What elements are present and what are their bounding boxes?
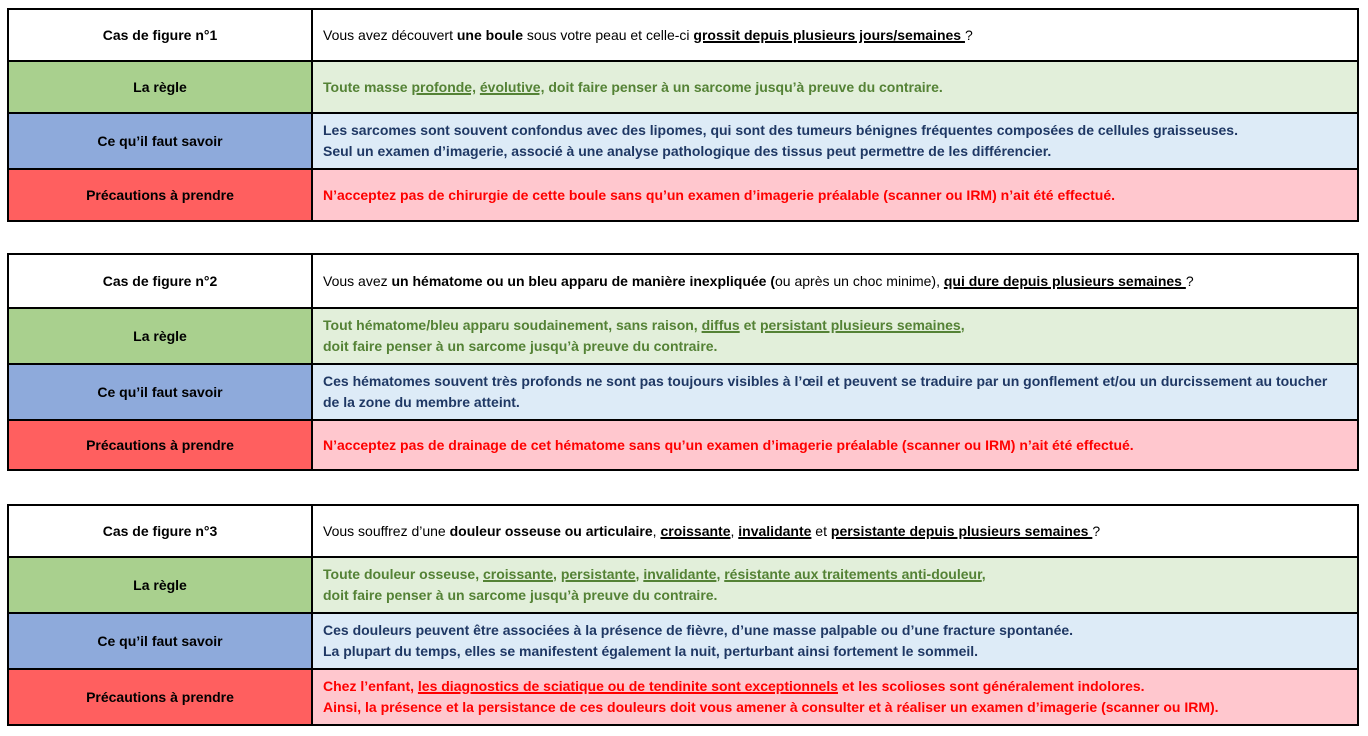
case-table-2	[7, 253, 1359, 471]
know-text: Les sarcomes sont souvent confondus avec des lipomes, qui sont des tumeurs bénignes fréquentes composées de cellules graisseuses. Seul un examen d’imagerie, associé à une analyse pathologique des tissus peut permettre de les différencier.	[312, 113, 1358, 169]
case-title: Cas de figure n°1	[8, 9, 312, 61]
rule-label: La règle	[8, 308, 312, 364]
case-table-3	[7, 504, 1359, 726]
rule-text: Toute masse profonde, évolutive, doit faire penser à un sarcome jusqu’à preuve du contraire.	[312, 61, 1358, 113]
rule-text: Tout hématome/bleu apparu soudainement, sans raison, diffus et persistant plusieurs semaines, doit faire penser à un sarcome jusqu’à preuve du contraire.	[312, 308, 1358, 364]
prec-label: Précautions à prendre	[8, 169, 312, 221]
prec-label: Précautions à prendre	[8, 669, 312, 725]
know-label: Ce qu’il faut savoir	[8, 113, 312, 169]
know-text: Ces douleurs peuvent être associées à la présence de fièvre, d’une masse palpable ou d’une fracture spontanée. La plupart du temps, elles se manifestent également la nuit, perturbant ainsi fortement le sommeil.	[312, 613, 1358, 669]
rule-label: La règle	[8, 61, 312, 113]
know-label: Ce qu’il faut savoir	[8, 364, 312, 420]
prec-label: Précautions à prendre	[8, 420, 312, 470]
case-question: Vous avez un hématome ou un bleu apparu de manière inexpliquée (ou après un choc minime), qui dure depuis plusieurs semaines ?	[312, 254, 1358, 308]
case-table-1	[7, 8, 1359, 222]
case-question: Vous souffrez d’une douleur osseuse ou articulaire, croissante, invalidante et persistante depuis plusieurs semaines ?	[312, 505, 1358, 557]
case-title: Cas de figure n°3	[8, 505, 312, 557]
prec-text: Chez l’enfant, les diagnostics de sciatique ou de tendinite sont exceptionnels et les scolioses sont généralement indolores. Ainsi, la présence et la persistance de ces douleurs doit vous amener à consulter et à réaliser un examen d’imagerie (scanner ou IRM).	[312, 669, 1358, 725]
case-title: Cas de figure n°2	[8, 254, 312, 308]
know-label: Ce qu’il faut savoir	[8, 613, 312, 669]
prec-text: N’acceptez pas de chirurgie de cette boule sans qu’un examen d’imagerie préalable (scanner ou IRM) n’ait été effectué.	[312, 169, 1358, 221]
rule-text: Toute douleur osseuse, croissante, persistante, invalidante, résistante aux traitements anti-douleur, doit faire penser à un sarcome jusqu’à preuve du contraire.	[312, 557, 1358, 613]
know-text: Ces hématomes souvent très profonds ne sont pas toujours visibles à l’œil et peuvent se traduire par un gonflement et/ou un durcissement au toucher de la zone du membre atteint.	[312, 364, 1358, 420]
prec-text: N’acceptez pas de drainage de cet hématome sans qu’un examen d’imagerie préalable (scanner ou IRM) n’ait été effectué.	[312, 420, 1358, 470]
case-question: Vous avez découvert une boule sous votre peau et celle-ci grossit depuis plusieurs jours/semaines ?	[312, 9, 1358, 61]
rule-label: La règle	[8, 557, 312, 613]
